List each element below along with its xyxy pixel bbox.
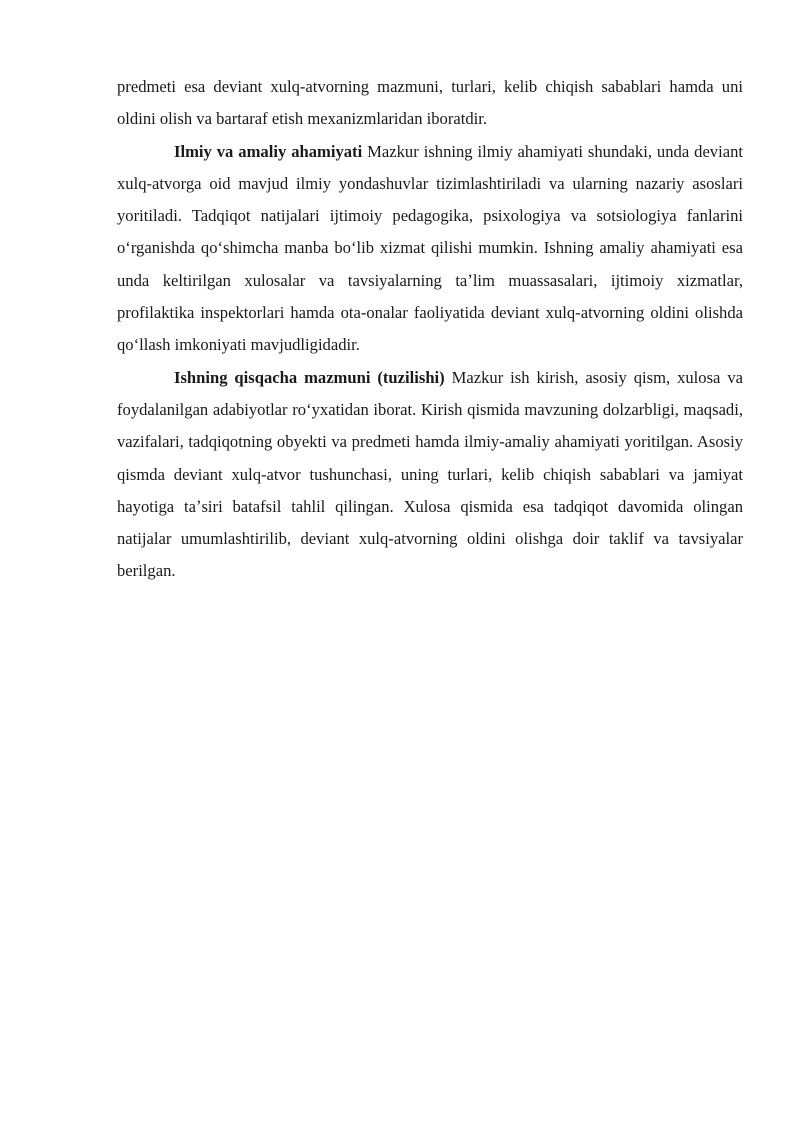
paragraph-heading: Ishning qisqacha mazmuni (tuzilishi) bbox=[174, 367, 445, 387]
document-body bbox=[117, 71, 743, 588]
paragraph-text: predmeti esa deviant xulq-atvorning mazmuni, turlari, kelib chiqish sabablari hamda uni oldini olish va bartaraf etish mexanizmlaridan iboratdir. bbox=[117, 77, 743, 129]
paragraph-structure bbox=[117, 362, 743, 588]
paragraph-subject-continuation bbox=[117, 71, 743, 136]
paragraph-text: Mazkur ishning ilmiy ahamiyati shundaki, unda deviant xulq-atvorga oid mavjud ilmiy yondashuvlar tizimlashtiriladi va ularning nazariy asoslari yoritiladi. Tadqiqot natijalari ijtimoiy pedagogika, psixologiya va sotsiologiya fanlarini oʻrganishda qoʻshimcha manba boʻlib xizmat qilishi mumkin. Ishning amaliy ahamiyati esa unda keltirilgan xulosalar va tavsiyalarning taʼlim muassasalari, ijtimoiy xizmatlar, profilaktika inspektorlari hamda ota-onalar faoliyatida deviant xulq-atvorning oldini olishda qoʻllash imkoniyati mavjudligidadir. bbox=[117, 141, 743, 355]
paragraph-text: Mazkur ish kirish, asosiy qism, xulosa va foydalanilgan adabiyotlar roʻyxatidan iborat. Kirish qismida mavzuning dolzarbligi, maqsadi, vazifalari, tadqiqotning obyekti va predmeti hamda ilmiy-amaliy ahamiyati yoritilgan. Asosiy qismda deviant xulq-atvor tushunchasi, uning turlari, kelib chiqish sabablari va jamiyat hayotiga taʼsiri batafsil tahlil qilingan. Xulosa qismida esa tadqiqot davomida olingan natijalar umumlashtirilib, deviant xulq-atvorning oldini olishga doir taklif va tavsiyalar berilgan. bbox=[117, 367, 743, 581]
paragraph-heading: Ilmiy va amaliy ahamiyati bbox=[174, 141, 363, 161]
paragraph-significance bbox=[117, 136, 743, 362]
